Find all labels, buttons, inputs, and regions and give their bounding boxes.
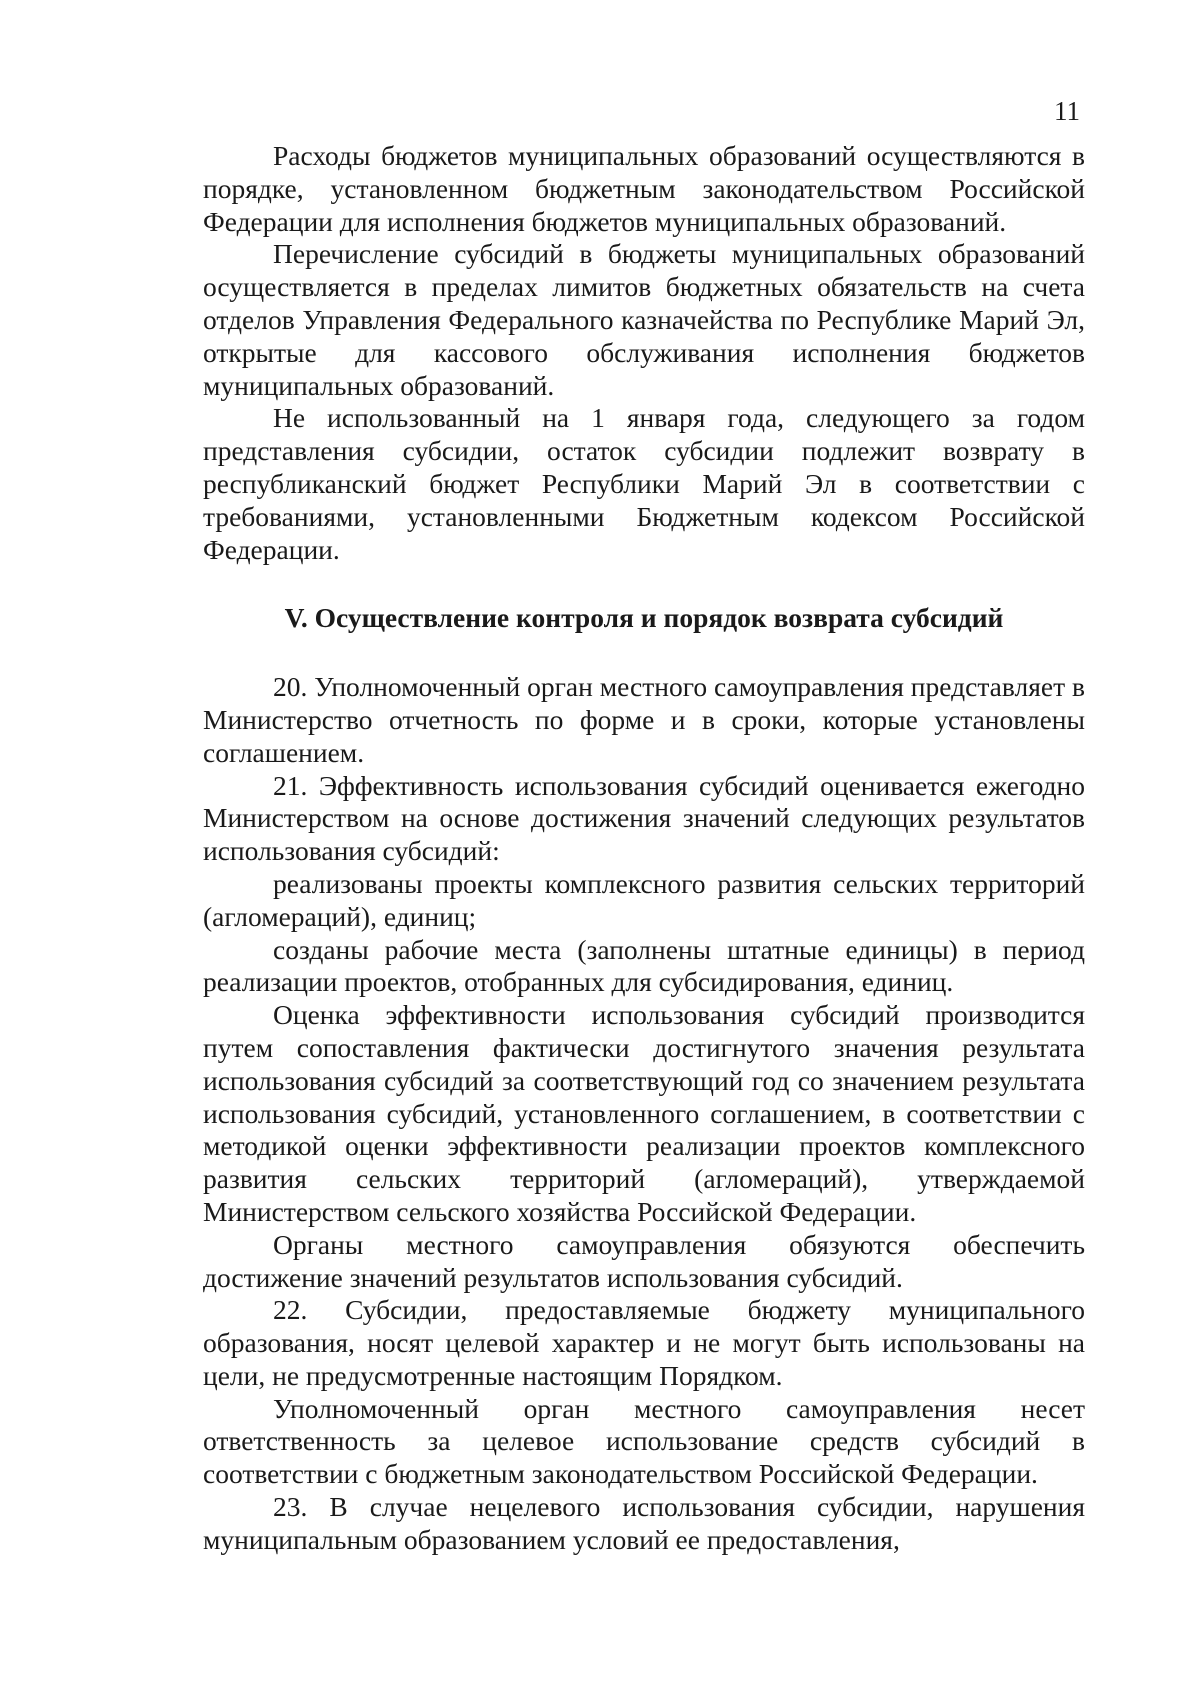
paragraph: 23. В случае нецелевого использования субсидии, нарушения муниципальным образованием условий ее предоставления,	[203, 1491, 1085, 1555]
paragraph: Оценка эффективности использования субсидий производится путем сопоставления фактически достигнутого значения результата использования субсидий за соответствующий год со значением результата использования субсидий, установленного соглашением, в соответствии с методикой оценки эффективности реализации проектов комплексного развития сельских территорий (агломераций), утверждаемой Министерством сельского хозяйства Российской Федерации.	[203, 999, 1085, 1227]
paragraph: 20. Уполномоченный орган местного самоуправления представляет в Министерство отчетность по форме и в сроки, которые установлены соглашением.	[203, 671, 1085, 768]
paragraph: созданы рабочие места (заполнены штатные единицы) в период реализации проектов, отобранных для субсидирования, единиц.	[203, 933, 1085, 998]
section-heading: V. Осуществление контроля и порядок возврата субсидий	[284, 602, 1004, 634]
paragraph: 21. Эффективность использования субсидий оценивается ежегодно Министерством на основе достижения значений следующих результатов использования субсидий:	[203, 769, 1085, 867]
paragraph: Не использованный на 1 января года, следующего за годом представления субсидии, остаток субсидии подлежит возврату в республиканский бюджет Республики Марий Эл в соответствии с требованиями, установленными Бюджетным кодексом Российской Федерации.	[203, 402, 1085, 565]
paragraph: Органы местного самоуправления обязуются обеспечить достижение значений результатов использования субсидий.	[203, 1228, 1085, 1293]
paragraph: Уполномоченный орган местного самоуправления несет ответственность за целевое использование средств субсидий в соответствии с бюджетным законодательством Российской Федерации.	[203, 1392, 1085, 1490]
paragraph: реализованы проекты комплексного развития сельских территорий (агломераций), единиц;	[203, 867, 1085, 932]
page-number: 11	[1054, 96, 1080, 126]
paragraph: Расходы бюджетов муниципальных образований осуществляются в порядке, установленном бюджетным законодательством Российской Федерации для исполнения бюджетов муниципальных образований.	[203, 140, 1085, 237]
paragraph: Перечисление субсидий в бюджеты муниципальных образований осуществляется в пределах лимитов бюджетных обязательств на счета отделов Управления Федерального казначейства по Республике Марий Эл, открытые для кассового обслуживания исполнения бюджетов муниципальных образований.	[203, 238, 1085, 401]
paragraph: 22. Субсидии, предоставляемые бюджету муниципального образования, носят целевой характер и не могут быть использованы на цели, не предусмотренные настоящим Порядком.	[203, 1294, 1085, 1391]
document-body	[203, 140, 1085, 1557]
